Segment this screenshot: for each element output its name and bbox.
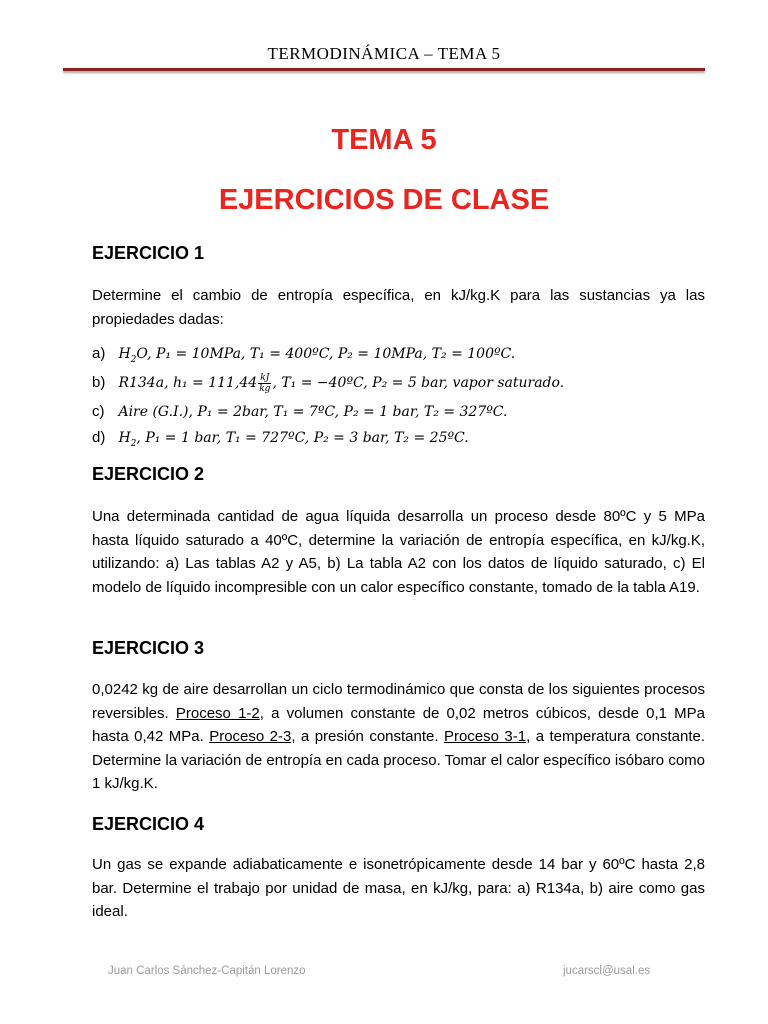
- exercise-4-heading: EJERCICIO 4: [92, 814, 205, 834]
- item-b-enthalpy: h₁ = 111,44: [172, 375, 258, 391]
- exercise-1-items: [92, 341, 712, 451]
- exercise-1-intro: [92, 284, 705, 331]
- item-b-label: b): [92, 374, 106, 391]
- item-a-substance-tail: O,: [136, 346, 152, 362]
- item-c-conditions: P₁ = 2bar, T₁ = 7ºC, P₂ = 1 bar, T₂ = 327ºC.: [197, 404, 508, 420]
- item-c-label: c): [92, 403, 105, 420]
- exercise-3-text-2: , a volumen constante de 0,02 metros cúbicos, desde 0,1 MPa hasta 0,42 MPa.: [92, 704, 706, 745]
- exercise-3-text-4: , a temperatura constante. Determine la variación de entropía en cada proceso. Tomar el calor específico isóbaro como 1 kJ/kg.K.: [92, 728, 705, 792]
- exercise-1-intro-text: Determine el cambio de entropía específica, en kJ/kg.K para las sustancias ya las propiedades dadas:: [92, 287, 705, 328]
- process-1-2: Proceso 1-2: [175, 704, 260, 722]
- item-d-substance-tail: ,: [136, 430, 141, 446]
- item-b-substance: R134a,: [118, 375, 169, 391]
- process-3-1: Proceso 3-1: [443, 728, 527, 745]
- exercise-2-text: Una determinada cantidad de agua líquida desarrolla un proceso desde 80ºC y 5 MPa hasta líquido saturado a 40ºC, determine la variación de entropía específica, en kJ/kg.K, utilizando: a) Las tablas A2 y A5, b) La tabla A2 con los datos de líquido saturado, c) El modelo de líquido incompresible con un calor específico constante, tomado de la tabla A19.: [92, 508, 705, 596]
- page-subtitle: EJERCICIOS DE CLASE: [218, 184, 550, 216]
- item-a: [92, 341, 712, 367]
- exercise-4-body: [92, 853, 705, 924]
- fraction-denominator: kg: [259, 383, 271, 394]
- item-d-substance: H: [118, 430, 131, 446]
- item-a-conditions: P₁ = 10MPa, T₁ = 400ºC, P₂ = 10MPa, T₂ = 100ºC.: [155, 346, 516, 362]
- item-d-label: d): [92, 429, 106, 446]
- header-divider: [63, 68, 705, 71]
- page-title: TEMA 5: [331, 124, 437, 156]
- unit-fraction: [258, 373, 271, 394]
- footer-author: Juan Carlos Sánchez-Capitán Lorenzo: [108, 965, 306, 977]
- item-a-subscript: 2: [130, 354, 137, 365]
- exercise-3-text-1: 0,0242 kg de aire desarrollan un ciclo termodinámico que consta de los siguientes procesos reversibles.: [92, 681, 705, 722]
- fraction-numerator: kJ: [258, 373, 271, 384]
- item-c-substance: Aire (G.I.),: [118, 404, 193, 420]
- item-d-subscript: 2: [130, 438, 137, 449]
- item-a-substance: H: [118, 346, 131, 362]
- exercise-4-text: Un gas se expande adiabaticamente e isonetrópicamente desde 14 bar y 60ºC hasta 2,8 bar. Determine el trabajo por unidad de masa, en kJ/kg, para: a) R134a, b) aire como gas ideal.: [92, 856, 705, 920]
- exercise-3-text-3: , a presión constante.: [291, 728, 444, 745]
- exercise-1-heading: EJERCICIO 1: [92, 243, 205, 263]
- exercise-3-heading: EJERCICIO 3: [92, 638, 205, 658]
- item-d-conditions: P₁ = 1 bar, T₁ = 727ºC, P₂ = 3 bar, T₂ = 25ºC.: [145, 430, 469, 446]
- exercise-2-body: [92, 505, 705, 599]
- exercise-3-body: [92, 678, 705, 796]
- process-2-3: Proceso 2-3: [209, 728, 292, 745]
- item-b-conditions: , T₁ = −40ºC, P₂ = 5 bar, vapor saturado.: [272, 375, 565, 391]
- running-header: TERMODINÁMICA – TEMA 5: [267, 44, 501, 63]
- footer-email: jucarscl@usal.es: [563, 965, 651, 977]
- item-a-label: a): [92, 345, 106, 362]
- item-d: [92, 425, 712, 451]
- item-b: [92, 367, 712, 399]
- item-c: [92, 399, 712, 425]
- exercise-2-heading: EJERCICIO 2: [92, 464, 205, 484]
